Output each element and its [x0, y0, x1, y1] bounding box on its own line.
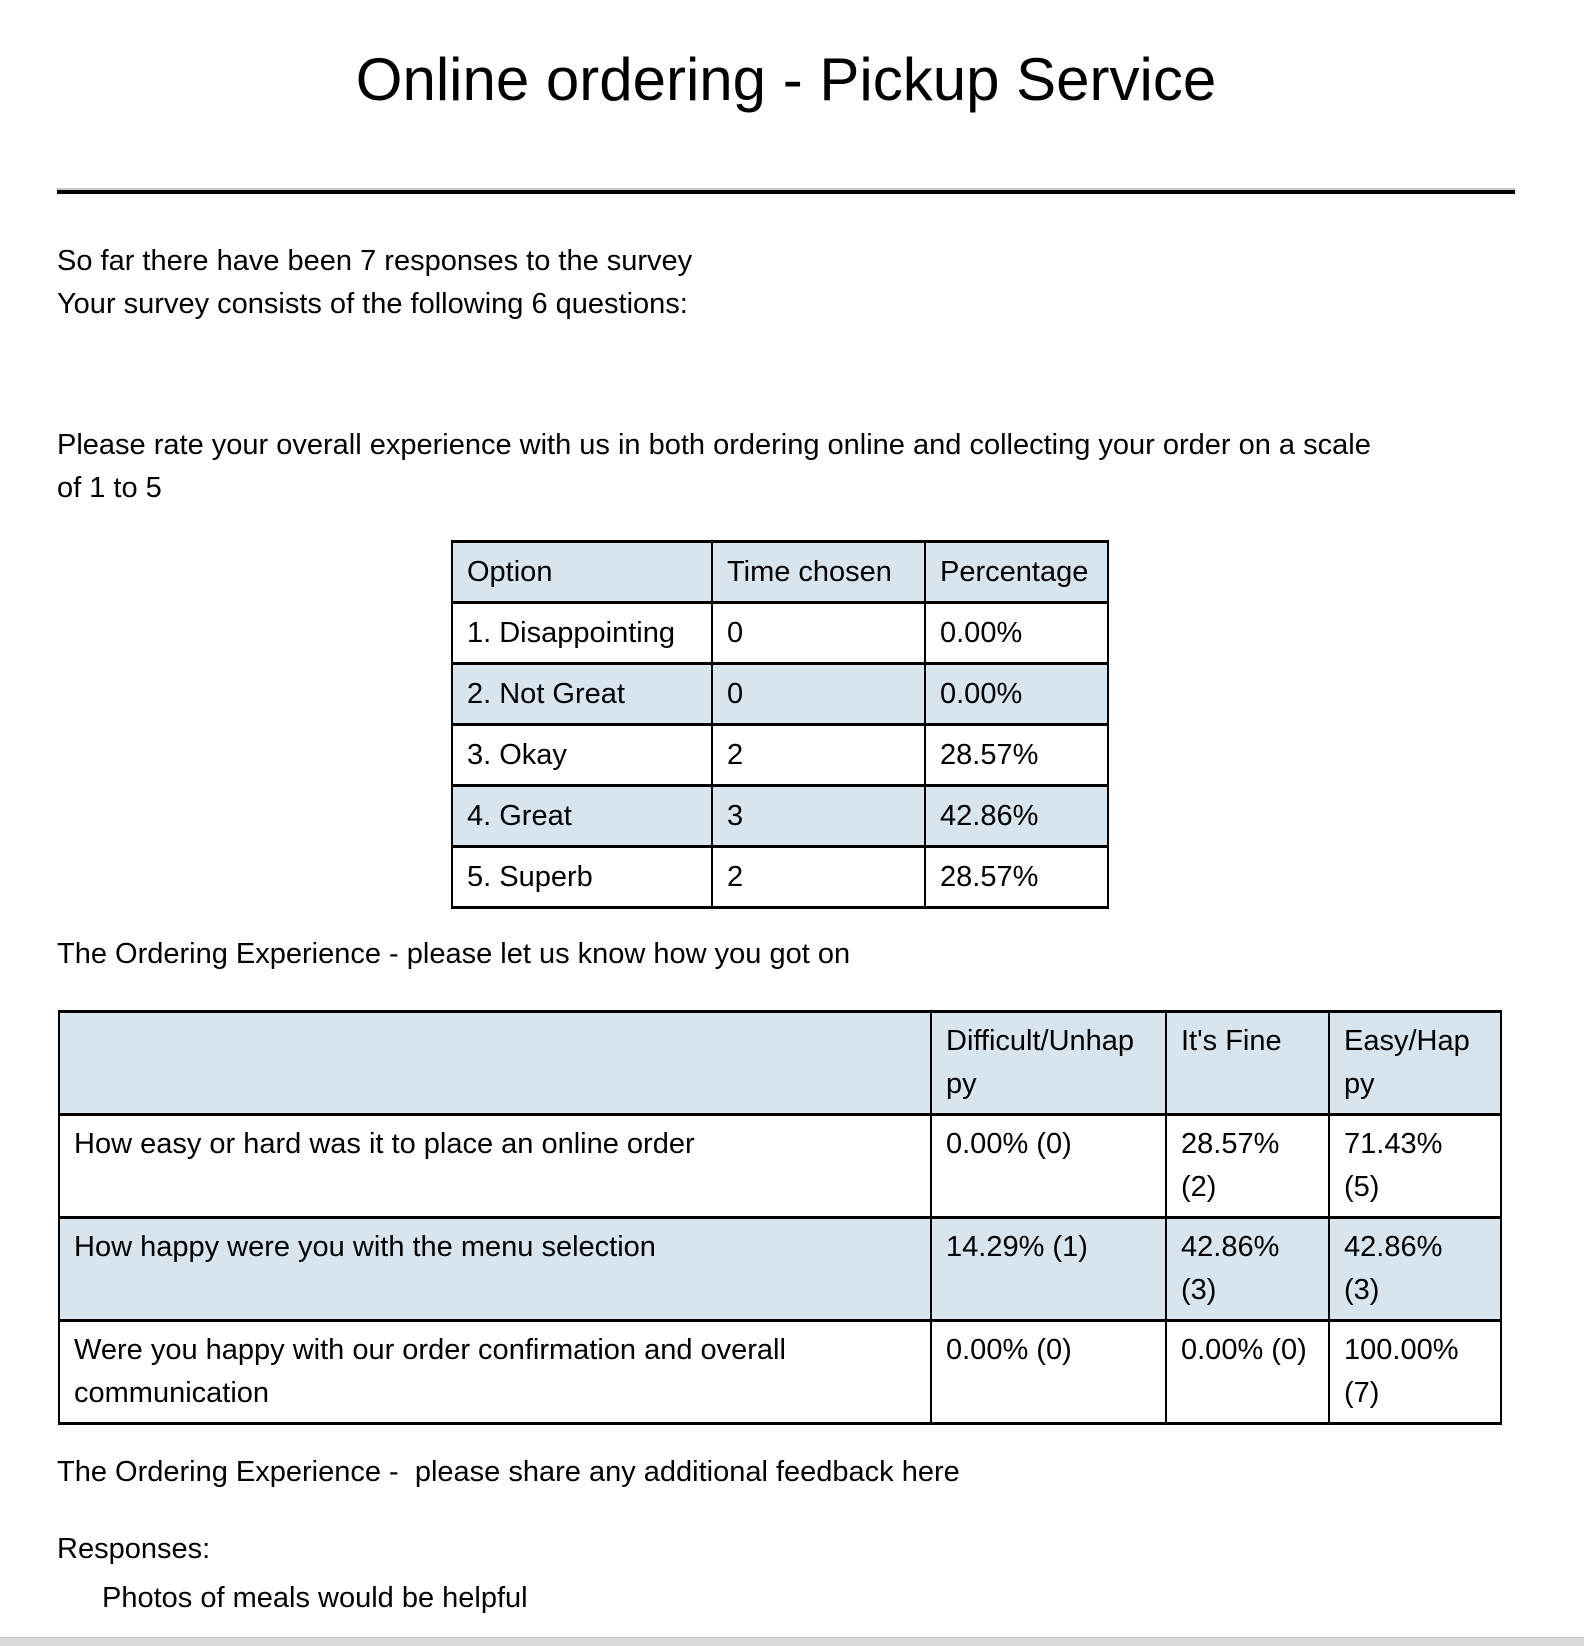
option-cell: 1. Disappointing — [452, 603, 712, 664]
percentage-cell: 0.00% — [925, 603, 1108, 664]
header-cell-blank — [59, 1012, 931, 1115]
count-cell: 2 — [712, 725, 925, 786]
page-bottom-bar — [0, 1637, 1584, 1646]
experience-table — [58, 1010, 1502, 1425]
value-cell: 42.86% (3) — [1329, 1218, 1501, 1321]
option-cell: 3. Okay — [452, 725, 712, 786]
ratings-table — [451, 540, 1109, 909]
count-cell: 0 — [712, 603, 925, 664]
option-cell: 2. Not Great — [452, 664, 712, 725]
header-cell-easy-happy: Easy/Happy — [1329, 1012, 1501, 1115]
question-3-heading: The Ordering Experience - please share any additional feedback here — [57, 1456, 960, 1488]
table-row — [59, 1321, 1501, 1424]
value-cell: 71.43% (5) — [1329, 1115, 1501, 1218]
percentage-cell: 28.57% — [925, 725, 1108, 786]
header-cell-percentage: Percentage — [925, 542, 1108, 603]
question-1-text: Please rate your overall experience with us in both ordering online and collecting your order on a scale of 1 to 5 — [57, 429, 1371, 504]
header-cell-time-chosen: Time chosen — [712, 542, 925, 603]
option-cell: 4. Great — [452, 786, 712, 847]
response-item: Photos of meals would be helpful — [102, 1582, 528, 1614]
survey-report-page — [0, 42, 1584, 1620]
percentage-cell: 42.86% — [925, 786, 1108, 847]
percentage-cell: 0.00% — [925, 664, 1108, 725]
count-cell: 2 — [712, 847, 925, 908]
table-row — [452, 664, 1108, 725]
table-header-row — [59, 1012, 1501, 1115]
title-divider — [57, 190, 1515, 194]
value-cell: 14.29% (1) — [931, 1218, 1166, 1321]
value-cell: 28.57% (2) — [1166, 1115, 1329, 1218]
table-row — [59, 1115, 1501, 1218]
table-row — [452, 786, 1108, 847]
header-cell-option: Option — [452, 542, 712, 603]
value-cell: 0.00% (0) — [1166, 1321, 1329, 1424]
question-cell: How happy were you with the menu selection — [59, 1218, 931, 1321]
count-cell: 0 — [712, 664, 925, 725]
value-cell: 100.00% (7) — [1329, 1321, 1501, 1424]
question-cell: Were you happy with our order confirmation and overall communication — [59, 1321, 931, 1424]
question-cell: How easy or hard was it to place an online order — [59, 1115, 931, 1218]
responses-label: Responses: — [57, 1533, 211, 1565]
table-row — [452, 847, 1108, 908]
count-cell: 3 — [712, 786, 925, 847]
question-2-heading: The Ordering Experience - please let us know how you got on — [57, 938, 851, 970]
header-cell-its-fine: It's Fine — [1166, 1012, 1329, 1115]
percentage-cell: 28.57% — [925, 847, 1108, 908]
header-cell-difficult-unhappy: Difficult/Unhappy — [931, 1012, 1166, 1115]
option-cell: 5. Superb — [452, 847, 712, 908]
value-cell: 0.00% (0) — [931, 1321, 1166, 1424]
question-count-text: Your survey consists of the following 6 questions: — [57, 288, 688, 320]
table-row — [59, 1218, 1501, 1321]
table-row — [452, 725, 1108, 786]
value-cell: 42.86% (3) — [1166, 1218, 1329, 1321]
table-row — [452, 603, 1108, 664]
value-cell: 0.00% (0) — [931, 1115, 1166, 1218]
page-title: Online ordering - Pickup Service — [355, 46, 1217, 113]
table-header-row — [452, 542, 1108, 603]
response-count-text: So far there have been 7 responses to the survey — [57, 245, 693, 277]
